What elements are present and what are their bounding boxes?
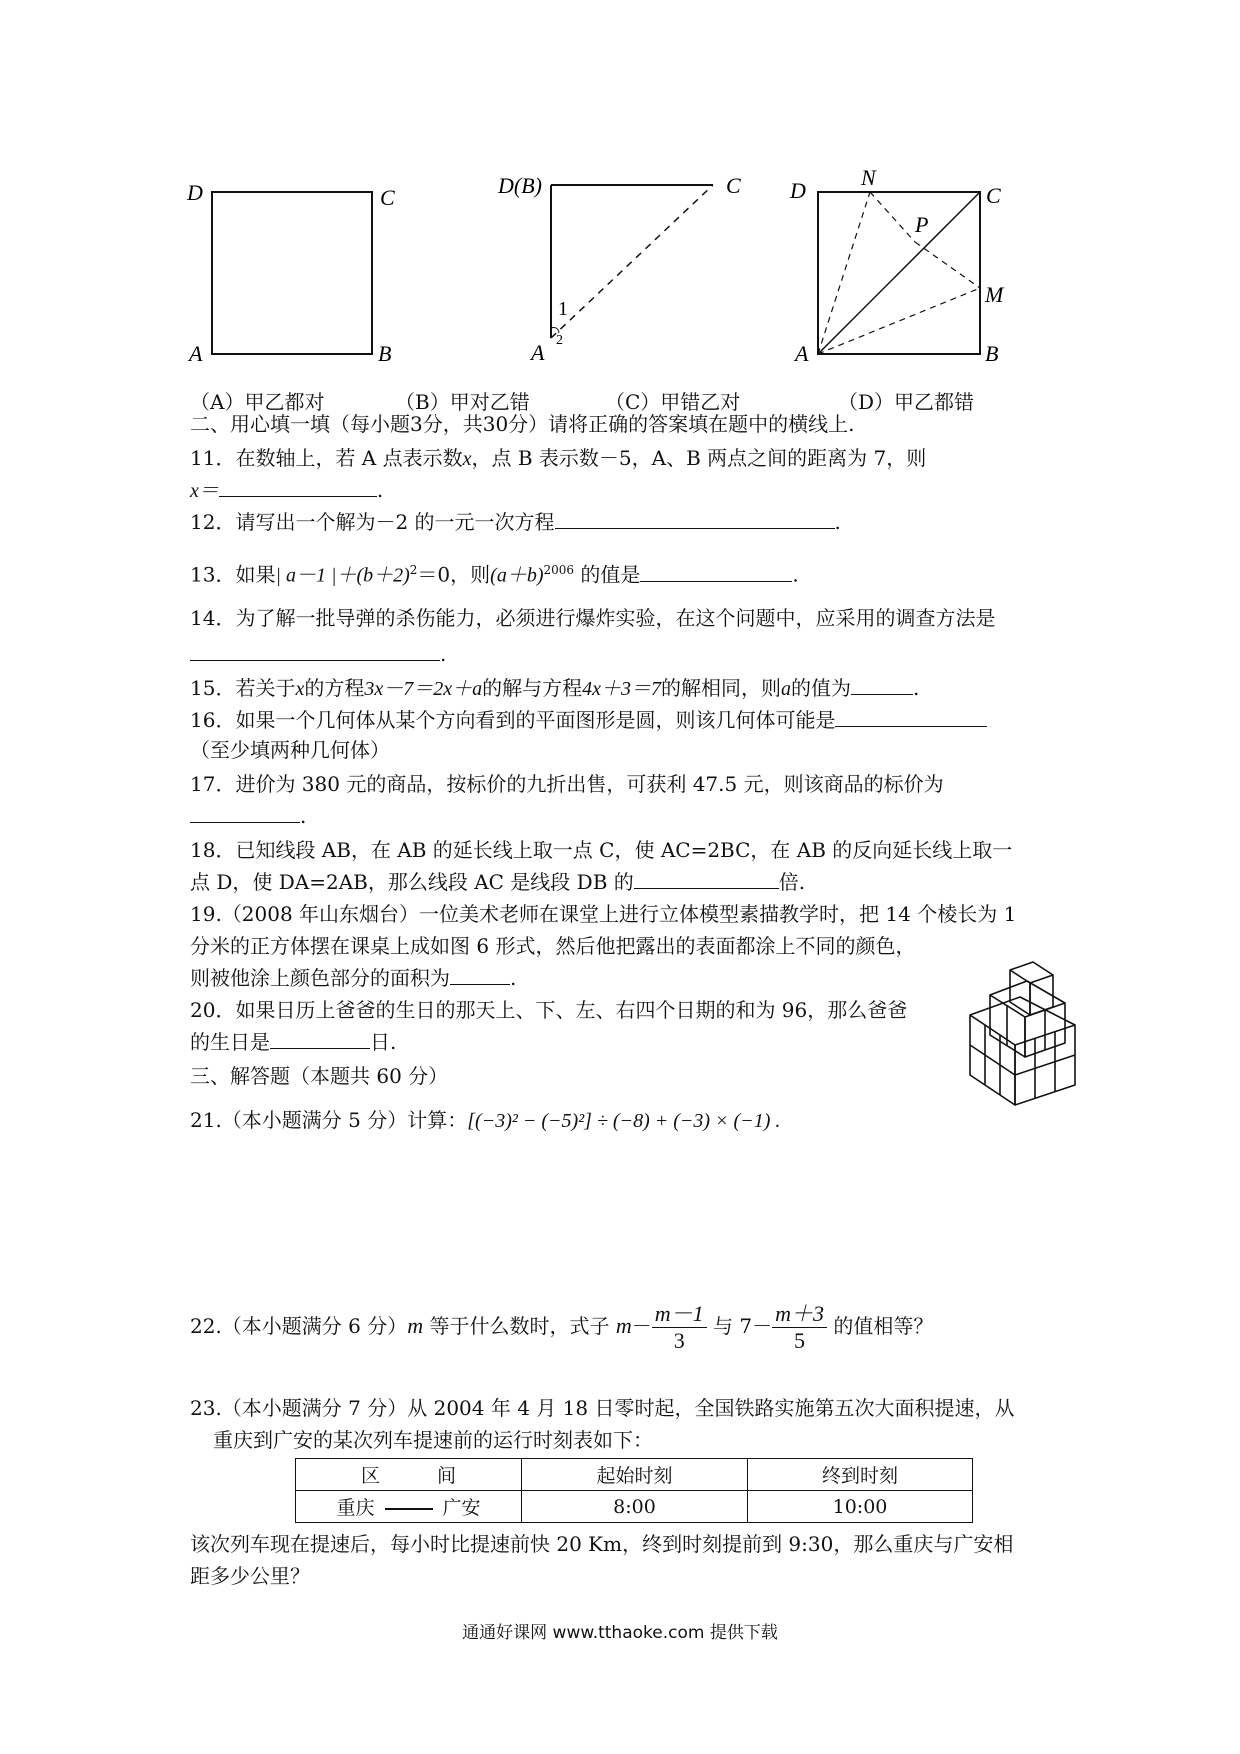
question-14-line2 <box>190 640 446 668</box>
q13-text-a: 13．如果 <box>190 562 276 587</box>
label-1: 1 <box>558 298 568 320</box>
q15-text-b: 的方程 <box>304 676 365 700</box>
question-19-line2: 分米的正方体摆在课桌上成如图 6 形式，然后他把露出的表面都涂上不同的颜色， <box>190 934 916 958</box>
question-11-line1 <box>190 444 926 473</box>
q20-answer-blank[interactable] <box>270 1028 370 1049</box>
question-20-line1: 20．如果日历上爸爸的生日的那天上、下、左、右四个日期的和为 96，那么爸爸 <box>190 998 908 1022</box>
q22-num2: m＋3 <box>772 1301 827 1328</box>
q13-exp: 2 <box>409 563 418 577</box>
q17-answer-blank[interactable] <box>190 802 300 823</box>
q21-text: 21.（本小题满分 5 分）计算： <box>190 1108 468 1132</box>
q15-var-x: x <box>295 678 305 700</box>
fold-line <box>551 185 713 338</box>
q22-den2: 5 <box>794 1328 806 1353</box>
q11-end: . <box>376 478 384 502</box>
label-p: P <box>915 212 929 237</box>
label-d3: D <box>790 178 806 203</box>
diagonal-ac <box>818 192 980 354</box>
section-2-heading: 二、用心填一填（每小题3分，共30分）请将正确的答案填在题中的横线上. <box>190 412 855 436</box>
q15-eq2: 4x＋3＝7 <box>582 678 661 700</box>
question-11-line2 <box>190 476 383 505</box>
q12-end: . <box>834 510 841 534</box>
q22-fraction-1 <box>652 1301 707 1354</box>
question-23-line2: 重庆到广安的某次列车提速前的运行时刻表如下： <box>213 1428 653 1452</box>
q11-answer-blank[interactable] <box>219 476 377 497</box>
q13-text-b: 的值是 <box>574 562 641 587</box>
q16-answer-blank[interactable] <box>835 706 987 727</box>
q13-expr2: ＝0，则 <box>417 562 491 587</box>
option-b: （B）甲对乙错 <box>395 390 530 414</box>
question-20-line2 <box>190 1028 396 1056</box>
question-19-line1: 19.（2008 年山东烟台）一位美术老师在课堂上进行立体模型素描教学时，把 14 个棱长为 1 <box>190 902 1017 926</box>
q18-answer-blank[interactable] <box>634 868 779 889</box>
question-23-line1: 23.（本小题满分 7 分）从 2004 年 4 月 18 日零时起，全国铁路实施第五次大面积提速，从 <box>190 1396 1015 1420</box>
q11-text-b: ，点 B 表示数－5，A、B 两点之间的距离为 7，则 <box>471 446 927 470</box>
dash-an <box>818 192 870 354</box>
q14-answer-blank[interactable] <box>190 640 440 661</box>
q22-text-c: 与 7－ <box>706 1314 773 1338</box>
q22-var-m2: m <box>615 1313 632 1338</box>
label-c2: C <box>726 173 741 198</box>
q15-eq1: 3x－7＝2x＋a <box>364 678 483 700</box>
question-22 <box>190 1296 933 1356</box>
label-b: B <box>378 341 392 366</box>
question-13 <box>190 556 799 590</box>
route-to: 广安 <box>442 1497 481 1519</box>
timetable <box>295 1458 973 1523</box>
question-12 <box>190 508 841 536</box>
header-section: 区 间 <box>296 1459 522 1491</box>
timetable-row <box>296 1491 973 1523</box>
label-b3: B <box>985 341 999 366</box>
question-21 <box>190 1106 780 1135</box>
question-23-line3: 该次列车现在提速后，每小时比提速前快 20 Km，终到时刻提前到 9:30，那么重庆与广安相 <box>190 1532 1014 1556</box>
label-m: M <box>985 282 1004 307</box>
cell-start: 8:00 <box>522 1491 748 1523</box>
question-18-line1: 18．已知线段 AB，在 AB 的延长线上取一点 C，使 AC=2BC，在 AB 的反向延长线上取一 <box>190 838 1013 862</box>
q17-end: . <box>300 804 307 828</box>
route-from: 重庆 <box>336 1497 375 1519</box>
question-14-line1: 14．为了解一批导弹的杀伤能力，必须进行爆炸实验，在这个问题中，应采用的调查方法是 <box>190 606 996 630</box>
q11-var-x: x <box>462 448 472 470</box>
cube-stack-figure <box>965 935 1115 1115</box>
q22-text-b: 等于什么数时，式子 <box>423 1314 616 1338</box>
option-c: （C）甲错乙对 <box>605 390 741 414</box>
q13-end: . <box>792 562 799 587</box>
option-d: （D）甲乙都错 <box>838 390 975 414</box>
figure-square <box>185 175 400 370</box>
cell-end: 10:00 <box>748 1491 973 1523</box>
q11-text-c: x＝ <box>190 480 219 502</box>
q15-text-a: 15．若关于 <box>190 676 296 700</box>
q19-text-c: 则被他涂上颜色部分的面积为 <box>190 966 450 990</box>
dash-np <box>870 192 915 242</box>
label-c3: C <box>986 183 1001 208</box>
q22-text-a: 22.（本小题满分 6 分） <box>190 1314 408 1338</box>
figure-folded <box>498 168 768 373</box>
q15-answer-blank[interactable] <box>851 674 913 695</box>
q13-expr3: (a＋b) <box>490 564 544 587</box>
question-18-line2 <box>190 868 805 896</box>
label-c: C <box>380 185 395 210</box>
cell-route <box>296 1491 522 1523</box>
header-start: 起始时刻 <box>522 1459 748 1491</box>
label-2: 2 <box>556 333 563 348</box>
q19-answer-blank[interactable] <box>450 964 510 985</box>
label-n: N <box>861 165 876 190</box>
q15-var-a: a <box>781 678 791 700</box>
q22-minus: － <box>631 1314 652 1338</box>
q21-expression: [(−3)² − (−5)²] ÷ (−8) + (−3) × (−1) . <box>467 1110 781 1132</box>
q11-text-a: 11．在数轴上，若 A 点表示数 <box>190 446 463 470</box>
question-16-line1 <box>190 706 987 734</box>
q22-den1: 3 <box>673 1328 685 1353</box>
q18-end: 倍. <box>778 870 806 894</box>
q13-exp2: 2006 <box>543 563 575 577</box>
dash-am <box>818 288 980 354</box>
label-a2: A <box>531 340 545 365</box>
q16-text-a: 16．如果一个几何体从某个方向看到的平面图形是圆，则该几何体可能是 <box>190 708 836 732</box>
q12-text: 12．请写出一个解为－2 的一元一次方程 <box>190 510 555 534</box>
q15-text-d: 的解相同，则 <box>661 676 781 700</box>
figure-square-npm <box>785 160 1020 370</box>
q22-num1: m－1 <box>652 1301 707 1328</box>
q15-end: . <box>913 676 920 700</box>
q20-end: 日. <box>370 1030 397 1054</box>
dash-pm <box>915 242 980 288</box>
q13-expr1: | a－1 |＋(b＋2) <box>275 564 410 587</box>
question-16-line2: （至少填两种几何体） <box>190 738 390 762</box>
q20-text-b: 的生日是 <box>190 1030 270 1054</box>
section-3-heading: 三、解答题（本题共 60 分） <box>190 1064 449 1088</box>
q15-text-c: 的解与方程 <box>482 676 583 700</box>
square-abcd <box>212 192 372 354</box>
label-db: D(B) <box>498 173 542 198</box>
question-17-line2 <box>190 802 306 830</box>
q22-var-m: m <box>407 1313 424 1338</box>
q14-end: . <box>440 642 447 666</box>
label-a3: A <box>795 341 809 366</box>
option-a: （A）甲乙都对 <box>190 390 325 414</box>
question-19-line3 <box>190 964 516 992</box>
q22-text-d: 的值相等？ <box>826 1314 934 1338</box>
q18-text-b: 点 D，使 DA=2AB，那么线段 AC 是线段 DB 的 <box>190 870 634 894</box>
q19-end: . <box>510 966 517 990</box>
question-17-line1: 17．进价为 380 元的商品，按标价的九折出售，可获利 47.5 元，则该商品的标价为 <box>190 772 944 796</box>
q12-answer-blank[interactable] <box>555 508 835 529</box>
question-23-line4: 距多少公里？ <box>190 1564 310 1588</box>
question-15 <box>190 674 919 703</box>
label-d: D <box>187 180 203 205</box>
q13-answer-blank[interactable] <box>640 561 792 582</box>
header-end: 终到时刻 <box>748 1459 973 1491</box>
page-footer: 通通好课网 www.tthaoke.com 提供下载 <box>462 1623 778 1643</box>
q15-text-e: 的值为 <box>791 676 851 700</box>
q22-fraction-2 <box>772 1301 827 1354</box>
route-line <box>385 1508 433 1510</box>
label-a: A <box>189 341 203 366</box>
timetable-header-row <box>296 1459 973 1491</box>
